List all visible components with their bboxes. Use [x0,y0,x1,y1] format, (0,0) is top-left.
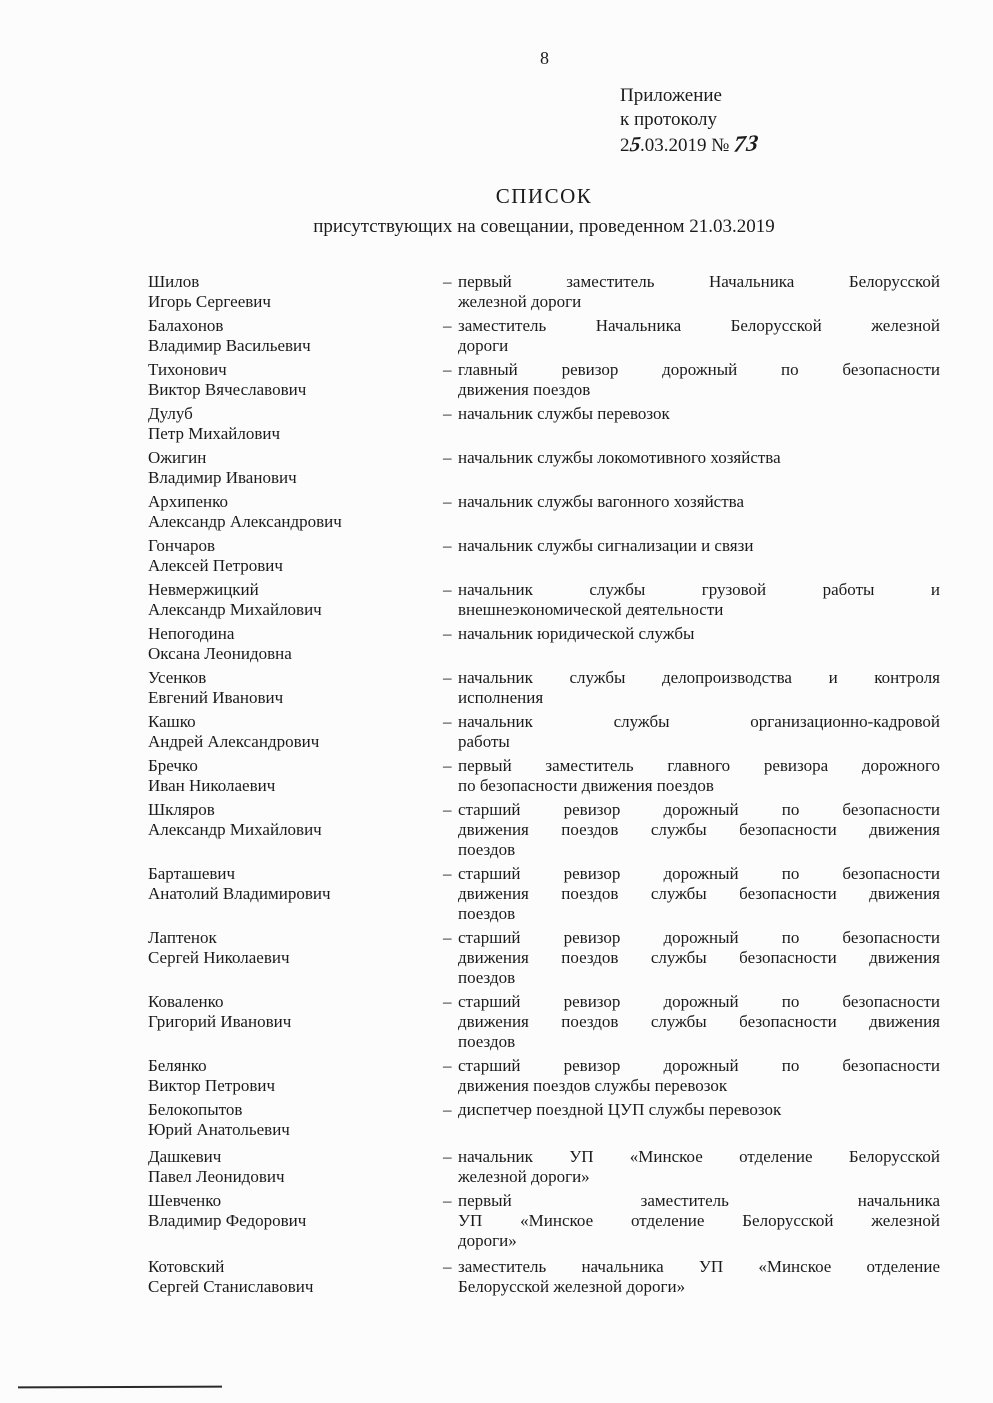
attendee-surname: Шевченко [148,1191,222,1210]
attendee-role-line: диспетчер поездной ЦУП службы перевозок [458,1100,782,1119]
attendee-role-line: исполнения [458,688,544,707]
attendee-role-line: движения поездов [458,380,591,399]
attendee-role-lines [458,272,940,312]
attendee-role-line: внешнеэкономической деятельности [458,600,724,619]
role-dash: – [443,272,452,291]
attendee-surname: Невмержицкий [148,580,259,599]
attendee-role [443,756,940,796]
attendee-given-name: Анатолий Владимирович [148,884,331,903]
title-block [148,184,940,238]
attendee-role-lines [458,1100,940,1120]
attendee-role-line: Белорусской железной дороги» [458,1277,686,1296]
role-dash: – [443,1056,452,1075]
role-dash: – [443,712,452,731]
attendee-role-line: начальник УП «Минское отделение Белорусской [458,1147,940,1166]
attendee-role-line: старший ревизор дорожный по безопасности [458,992,940,1011]
document-subtitle: присутствующих на совещании, проведенном 21.03.2019 [313,216,775,237]
attendee-role-line: начальник службы вагонного хозяйства [458,492,744,511]
role-dash: – [443,624,452,643]
attendee-role-line: заместитель Начальника Белорусской железной [458,316,940,335]
attendee-given-name: Петр Михайлович [148,424,280,443]
attendee-given-name: Владимир Федорович [148,1211,307,1230]
attendee-role-line: начальник службы сигнализации и связи [458,536,754,555]
attendee-name [148,1191,443,1231]
attendee-row [148,1257,940,1297]
attendee-name [148,492,443,532]
attendee-row [148,756,940,796]
role-dash: – [443,448,452,467]
attendee-name [148,1100,443,1140]
role-dash: – [443,404,452,423]
attendee-name [148,1147,443,1187]
attendee-role [443,800,940,860]
attendee-surname: Котовский [148,1257,225,1276]
attendee-role-lines [458,1257,940,1297]
attendee-role [443,1191,940,1251]
attendee-name [148,928,443,968]
attendee-role-line: поездов [458,1032,516,1051]
attendee-role [443,928,940,988]
attendee-row [148,668,940,708]
date-rest: .03.2019 № [640,135,730,156]
handwritten-day: 5 [628,131,642,157]
attendee-name [148,864,443,904]
attendee-name [148,404,443,444]
attendee-surname: Непогодина [148,624,235,643]
attendee-given-name: Виктор Петрович [148,1076,276,1095]
attendee-role-lines [458,1147,940,1187]
attendee-surname: Лаптенок [148,928,217,947]
attendee-role-lines [458,624,940,644]
role-dash: – [443,668,452,687]
attendee-given-name: Оксана Леонидовна [148,644,292,663]
attendee-role-line: первый заместитель главного ревизора дорожного [458,756,940,775]
attendee-role-lines [458,756,940,796]
role-dash: – [443,756,452,775]
attendees-list [148,272,940,1301]
attendee-role-line: дороги» [458,1231,517,1250]
attendee-given-name: Иван Николаевич [148,776,276,795]
attendee-role-lines [458,712,940,752]
attendee-role [443,404,940,424]
bottom-rule-line [18,1386,222,1389]
role-dash: – [443,1100,452,1119]
attendee-role-lines [458,1056,940,1096]
attendee-role [443,492,940,512]
attendee-name [148,360,443,400]
attendee-role-lines [458,360,940,400]
appendix-line-2: к протоколу [620,109,717,130]
attendee-row [148,992,940,1052]
attendee-surname: Дулуб [148,404,193,423]
role-dash: – [443,536,452,555]
attendee-given-name: Александр Михайлович [148,600,322,619]
attendee-role-line: старший ревизор дорожный по безопасности [458,800,940,819]
attendee-role-line: старший ревизор дорожный по безопасности [458,864,940,883]
attendee-role-line: старший ревизор дорожный по безопасности [458,928,940,947]
attendee-name [148,272,443,312]
attendee-role-line: начальник службы делопроизводства и контроля [458,668,940,687]
attendee-surname: Бречко [148,756,198,775]
role-dash: – [443,360,452,379]
attendee-role-lines [458,864,940,924]
attendee-given-name: Евгений Иванович [148,688,284,707]
attendee-surname: Коваленко [148,992,224,1011]
appendix-line-1: Приложение [620,85,722,106]
attendee-role-lines [458,316,940,356]
attendee-name [148,712,443,752]
role-dash: – [443,1257,452,1276]
attendee-role-lines [458,800,940,860]
attendee-row [148,492,940,532]
attendee-row [148,1056,940,1096]
attendee-given-name: Сергей Николаевич [148,948,290,967]
attendee-role-lines [458,928,940,988]
attendee-role-lines [458,992,940,1052]
attendee-role-line: начальник службы локомотивного хозяйства [458,448,781,467]
attendee-role-line: движения поездов службы перевозок [458,1076,728,1095]
role-dash: – [443,1191,452,1210]
attendee-surname: Шилов [148,272,200,291]
role-dash: – [443,992,452,1011]
attendee-role-line: дороги [458,336,509,355]
page-number: 8 [540,48,549,68]
attendee-name [148,624,443,664]
attendee-name [148,992,443,1032]
attendee-role-line: начальник юридической службы [458,624,695,643]
attendee-given-name: Павел Леонидович [148,1167,285,1186]
attendee-row [148,316,940,356]
attendee-row [148,360,940,400]
attendee-role-lines [458,668,940,708]
attendee-name [148,800,443,840]
attendee-name [148,536,443,576]
role-dash: – [443,316,452,335]
attendee-role-line: заместитель начальника УП «Минское отделение [458,1257,940,1276]
role-dash: – [443,864,452,883]
attendee-role-lines [458,448,940,468]
attendee-role-line: старший ревизор дорожный по безопасности [458,1056,940,1075]
date-prefix: 2 [620,135,630,156]
attendee-role [443,448,940,468]
attendee-role [443,536,940,556]
attendee-name [148,316,443,356]
appendix-date-line [620,132,759,158]
attendee-surname: Шкляров [148,800,215,819]
attendee-role [443,580,940,620]
attendee-given-name: Виктор Вячеславович [148,380,307,399]
attendee-role-line: работы [458,732,510,751]
document-title: СПИСОК [495,184,593,208]
attendee-surname: Архипенко [148,492,229,511]
attendee-role-lines [458,536,940,556]
attendee-role-line: движения поездов службы безопасности движения [458,820,940,839]
attendee-role [443,360,940,400]
attendee-role-lines [458,404,940,424]
role-dash: – [443,492,452,511]
attendee-row [148,1147,940,1187]
attendee-role [443,668,940,708]
attendee-role-lines [458,1191,940,1251]
attendee-given-name: Владимир Васильевич [148,336,311,355]
attendee-row [148,404,940,444]
handwritten-protocol-number: 73 [732,130,761,157]
attendee-role-line: поездов [458,968,516,987]
attendee-role-line: поездов [458,904,516,923]
attendee-role [443,1147,940,1187]
attendee-row [148,448,940,488]
attendee-role-line: железной дороги» [458,1167,590,1186]
attendee-role [443,1257,940,1297]
attendee-name [148,1257,443,1297]
attendee-role [443,712,940,752]
attendee-role-line: УП «Минское отделение Белорусской железной [458,1211,940,1230]
attendee-given-name: Андрей Александрович [148,732,320,751]
attendee-given-name: Григорий Иванович [148,1012,292,1031]
attendee-role [443,316,940,356]
attendee-given-name: Владимир Иванович [148,468,297,487]
attendee-row [148,624,940,664]
attendee-surname: Барташевич [148,864,236,883]
attendee-role-line: главный ревизор дорожный по безопасности [458,360,940,379]
attendee-role-line: движения поездов службы безопасности движения [458,1012,940,1031]
attendee-surname: Ожигин [148,448,207,467]
attendee-name [148,580,443,620]
attendee-surname: Тихонович [148,360,227,379]
attendee-given-name: Александр Михайлович [148,820,322,839]
attendee-row [148,864,940,924]
attendee-role-line: по безопасности движения поездов [458,776,714,795]
attendee-role [443,992,940,1052]
attendee-role-line: движения поездов службы безопасности движения [458,948,940,967]
attendee-row [148,272,940,312]
attendee-row [148,928,940,988]
attendee-row [148,800,940,860]
attendee-surname: Балахонов [148,316,224,335]
attendee-role-line: поездов [458,840,516,859]
attendee-row [148,580,940,620]
role-dash: – [443,800,452,819]
attendee-role [443,864,940,924]
attendee-name [148,1056,443,1096]
attendee-given-name: Игорь Сергеевич [148,292,271,311]
attendee-given-name: Алексей Петрович [148,556,283,575]
attendee-surname: Белокопытов [148,1100,243,1119]
role-dash: – [443,928,452,947]
attendee-name [148,668,443,708]
attendee-role-line: железной дороги [458,292,582,311]
attendee-row [148,1191,940,1251]
attendee-given-name: Юрий Анатольевич [148,1120,290,1139]
attendee-role-lines [458,580,940,620]
attendee-role-lines [458,492,940,512]
attendee-role-line: первый заместитель начальника [458,1191,940,1210]
attendee-role-line: начальник службы перевозок [458,404,670,423]
attendee-given-name: Александр Александрович [148,512,342,531]
attendee-name [148,448,443,488]
attendee-given-name: Сергей Станиславович [148,1277,314,1296]
attendee-row [148,712,940,752]
attendee-role-line: начальник службы организационно-кадровой [458,712,940,731]
attendee-role [443,1056,940,1096]
attendee-surname: Усенков [148,668,207,687]
attendee-surname: Кашко [148,712,196,731]
attendee-role [443,272,940,312]
attendee-role-line: первый заместитель Начальника Белорусской [458,272,940,291]
attendee-role-line: движения поездов службы безопасности движения [458,884,940,903]
attendee-role [443,624,940,644]
attendee-role-line: начальник службы грузовой работы и [458,580,940,599]
attendee-name [148,756,443,796]
appendix-block [620,84,759,158]
role-dash: – [443,580,452,599]
role-dash: – [443,1147,452,1166]
attendee-row [148,536,940,576]
attendee-surname: Гончаров [148,536,216,555]
attendee-surname: Белянко [148,1056,207,1075]
attendee-surname: Дашкевич [148,1147,222,1166]
attendee-role [443,1100,940,1120]
attendee-row [148,1100,940,1140]
